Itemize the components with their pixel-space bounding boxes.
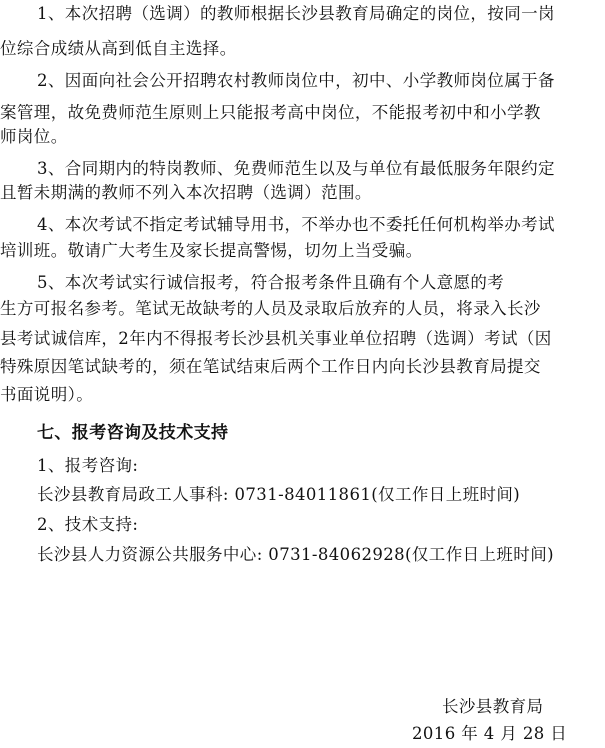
para-5-line-5: 书面说明）。 — [0, 385, 94, 404]
para-5-line-4: 特殊原因笔试缺考的，须在笔试结束后两个工作日内向长沙县教育局提交 — [0, 357, 541, 376]
consult-contact: 长沙县教育局政工人事科: 0731-84011861(仅工作日上班时间) — [37, 485, 521, 504]
para-3-line-1: 3、合同期内的特岗教师、免费师范生以及与单位有最低服务年限约定 — [37, 159, 555, 178]
para-5-line-1: 5、本次考试实行诚信报考，符合报考条件且确有个人意愿的考 — [37, 273, 505, 292]
para-1-line-2: 位综合成绩从高到低自主选择。 — [0, 39, 237, 58]
signature-org: 长沙县教育局 — [442, 697, 544, 716]
para-5-line-3: 县考试诚信库，2年内不得报考长沙县机关事业单位招聘（选调）考试（因 — [0, 329, 552, 348]
para-4-line-2: 培训班。敬请广大考生及家长提高警惕，切勿上当受骗。 — [0, 241, 423, 260]
support-label: 2、技术支持: — [37, 515, 139, 534]
para-3-line-2: 且暂未期满的教师不列入本次招聘（选调）范围。 — [0, 183, 372, 202]
section-heading: 七、报考咨询及技术支持 — [37, 423, 229, 443]
para-1-line-1: 1、本次招聘（选调）的教师根据长沙县教育局确定的岗位，按同一岗 — [37, 4, 555, 23]
para-2-line-3: 师岗位。 — [0, 127, 68, 146]
signature-date: 2016 年 4 月 28 日 — [412, 724, 568, 743]
support-contact: 长沙县人力资源公共服务中心: 0731-84062928(仅工作日上班时间) — [37, 545, 554, 564]
para-4-line-1: 4、本次考试不指定考试辅导用书，不举办也不委托任何机构举办考试 — [37, 215, 555, 234]
para-2-line-1: 2、因面向社会公开招聘农村教师岗位中，初中、小学教师岗位属于备 — [37, 71, 555, 90]
para-5-line-2: 生方可报名参考。笔试无故缺考的人员及录取后放弃的人员，将录入长沙 — [0, 299, 541, 318]
consult-label: 1、报考咨询: — [37, 456, 139, 475]
para-2-line-2: 案管理，故免费师范生原则上只能报考高中岗位，不能报考初中和小学教 — [0, 103, 541, 122]
